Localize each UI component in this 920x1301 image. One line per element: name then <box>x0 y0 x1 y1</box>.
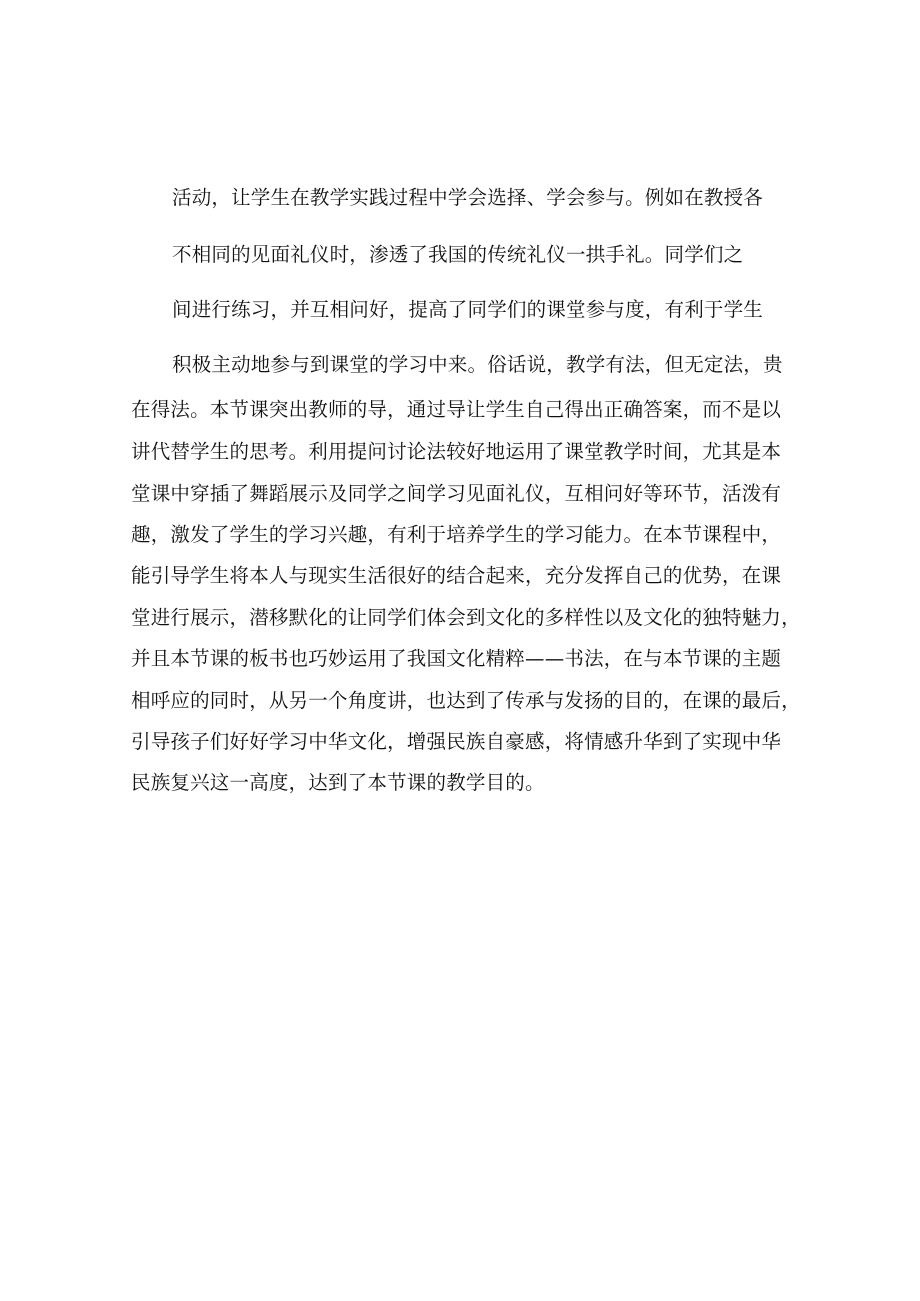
paragraph-line: 在得法。本节课突出教师的导，通过导让学生自己得出正确答案，而不是以 <box>131 398 782 421</box>
paragraph-line: 能引导学生将本人与现实生活很好的结合起来，充分发挥自己的优势，在课 <box>131 564 782 587</box>
paragraph-line: 并且本节课的板书也巧妙运用了我国文化精粹——书法，在与本节课的主题 <box>131 647 782 670</box>
paragraph-line: 不相同的见面礼仪时，渗透了我国的传统礼仪一拱手礼。同学们之 <box>172 243 744 266</box>
paragraph-line: 积极主动地参与到课堂的学习中来。俗话说，教学有法，但无定法，贵 <box>172 353 783 376</box>
paragraph-line: 讲代替学生的思考。利用提问讨论法较好地运用了课堂教学时间，尤其是本 <box>131 440 782 463</box>
paragraph-line: 趣，激发了学生的学习兴趣，有利于培养学生的学习能力。在本节课程中， <box>131 523 782 546</box>
paragraph-line: 相呼应的同时，从另一个角度讲，也达到了传承与发扬的目的，在课的最后， <box>131 689 801 712</box>
paragraph-line: 堂课中穿插了舞蹈展示及同学之间学习见面礼仪，互相问好等环节，活泼有 <box>131 482 782 505</box>
paragraph-line: 间进行练习，并互相问好，提高了同学们的课堂参与度，有利于学生 <box>172 298 764 321</box>
paragraph-line: 民族复兴这一高度，达到了本节课的教学目的。 <box>131 771 545 794</box>
paragraph-line: 堂进行展示，潜移默化的让同学们体会到文化的多样性以及文化的独特魅力， <box>131 606 801 629</box>
paragraph-line: 引导孩子们好好学习中华文化，增强民族自豪感，将情感升华到了实现中华 <box>131 730 782 753</box>
paragraph-line: 活动，让学生在教学实践过程中学会选择、学会参与。例如在教授各 <box>172 186 764 209</box>
